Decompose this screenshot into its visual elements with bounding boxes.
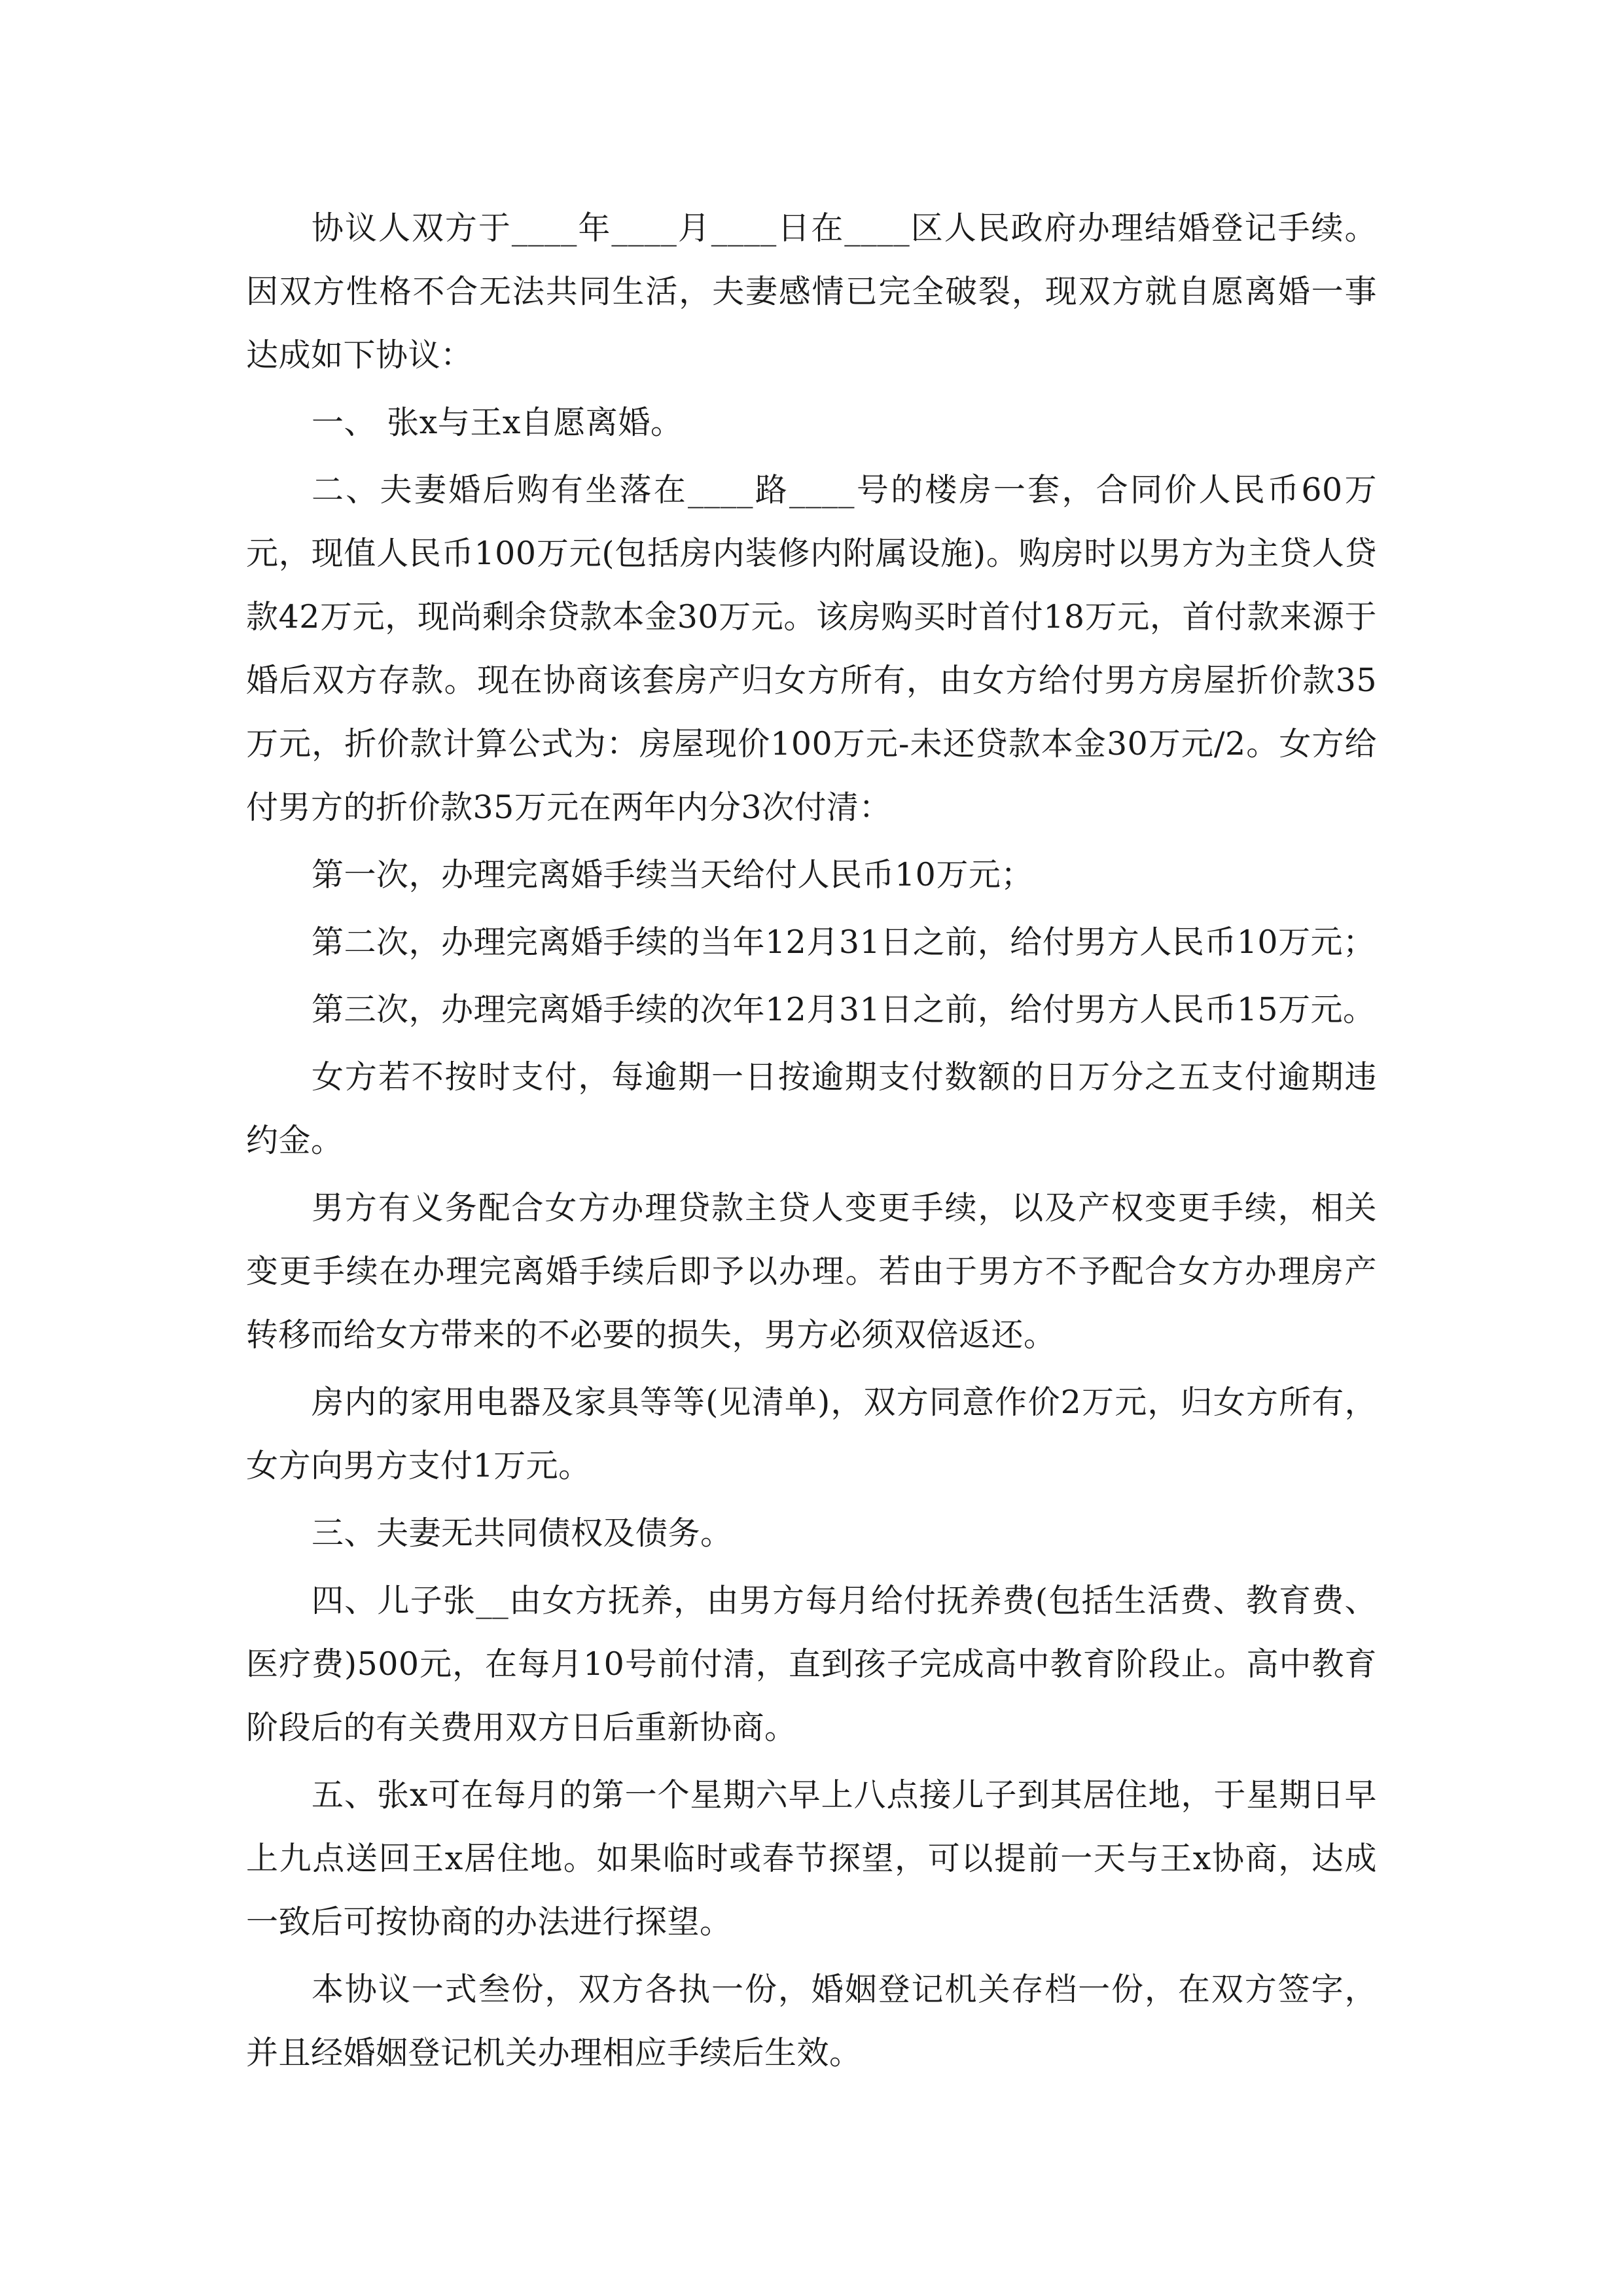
paragraph-transfer-duty: 男方有义务配合女方办理贷款主贷人变更手续，以及产权变更手续，相关变更手续在办理完离婚手续后即予以办理。若由于男方不予配合女方办理房产转移而给女方带来的不必要的损失，男方必须双倍返还。 xyxy=(246,1189,1377,1354)
paragraph-clause-5: 五、张x可在每月的第一个星期六早上八点接儿子到其居住地，于星期日早上九点送回王x居住地。如果临时或春节探望，可以提前一天与王x协商，达成一致后可按协商的办法进行探望。 xyxy=(246,1776,1377,1941)
paragraph-payment-2: 第二次，办理完离婚手续的当年12月31日之前，给付男方人民币10万元； xyxy=(312,924,1376,961)
paragraph-late-penalty: 女方若不按时支付，每逾期一日按逾期支付数额的日万分之五支付逾期违约金。 xyxy=(246,1058,1377,1159)
paragraph-clause-4: 四、儿子张__由女方抚养，由男方每月给付抚养费(包括生活费、教育费、医疗费)500元，在每月10号前付清，直到孩子完成高中教育阶段止。高中教育阶段后的有关费用双方日后重新协商。 xyxy=(246,1582,1377,1746)
paragraph-clause-3: 三、夫妻无共同债权及债务。 xyxy=(312,1515,733,1552)
paragraph-furniture: 房内的家用电器及家具等等(见清单)，双方同意作价2万元，归女方所有，女方向男方支付1万元。 xyxy=(246,1384,1377,1484)
paragraph-payment-1: 第一次，办理完离婚手续当天给付人民币10万元； xyxy=(312,856,1033,893)
paragraph-preamble: 协议人双方于____年____月____日在____区人民政府办理结婚登记手续。因双方性格不合无法共同生活，夫妻感情已完全破裂，现双方就自愿离婚一事达成如下协议： xyxy=(246,209,1377,374)
paragraph-payment-3: 第三次，办理完离婚手续的次年12月31日之前，给付男方人民币15万元。 xyxy=(312,991,1376,1028)
paragraph-effectiveness: 本协议一式叁份，双方各执一份，婚姻登记机关存档一份，在双方签字，并且经婚姻登记机关办理相应手续后生效。 xyxy=(246,1971,1377,2072)
paragraph-clause-2: 二、夫妻婚后购有坐落在____路____号的楼房一套，合同价人民币60万元，现值人民币100万元(包括房内装修内附属设施)。购房时以男方为主贷人贷款42万元，现尚剩余贷款本金30万元。该房购买时首付18万元，首付款来源于婚后双方存款。现在协商该套房产归女方所有，由女方给付男方房屋折价款35万元，折价款计算公式为：房屋现价100万元-未还贷款本金30万元/2。女方给付男方的折价款35万元在两年内分3次付清： xyxy=(246,471,1377,826)
paragraph-clause-1: 一、 张x与王x自愿离婚。 xyxy=(312,404,683,441)
document-body xyxy=(246,196,1377,2089)
